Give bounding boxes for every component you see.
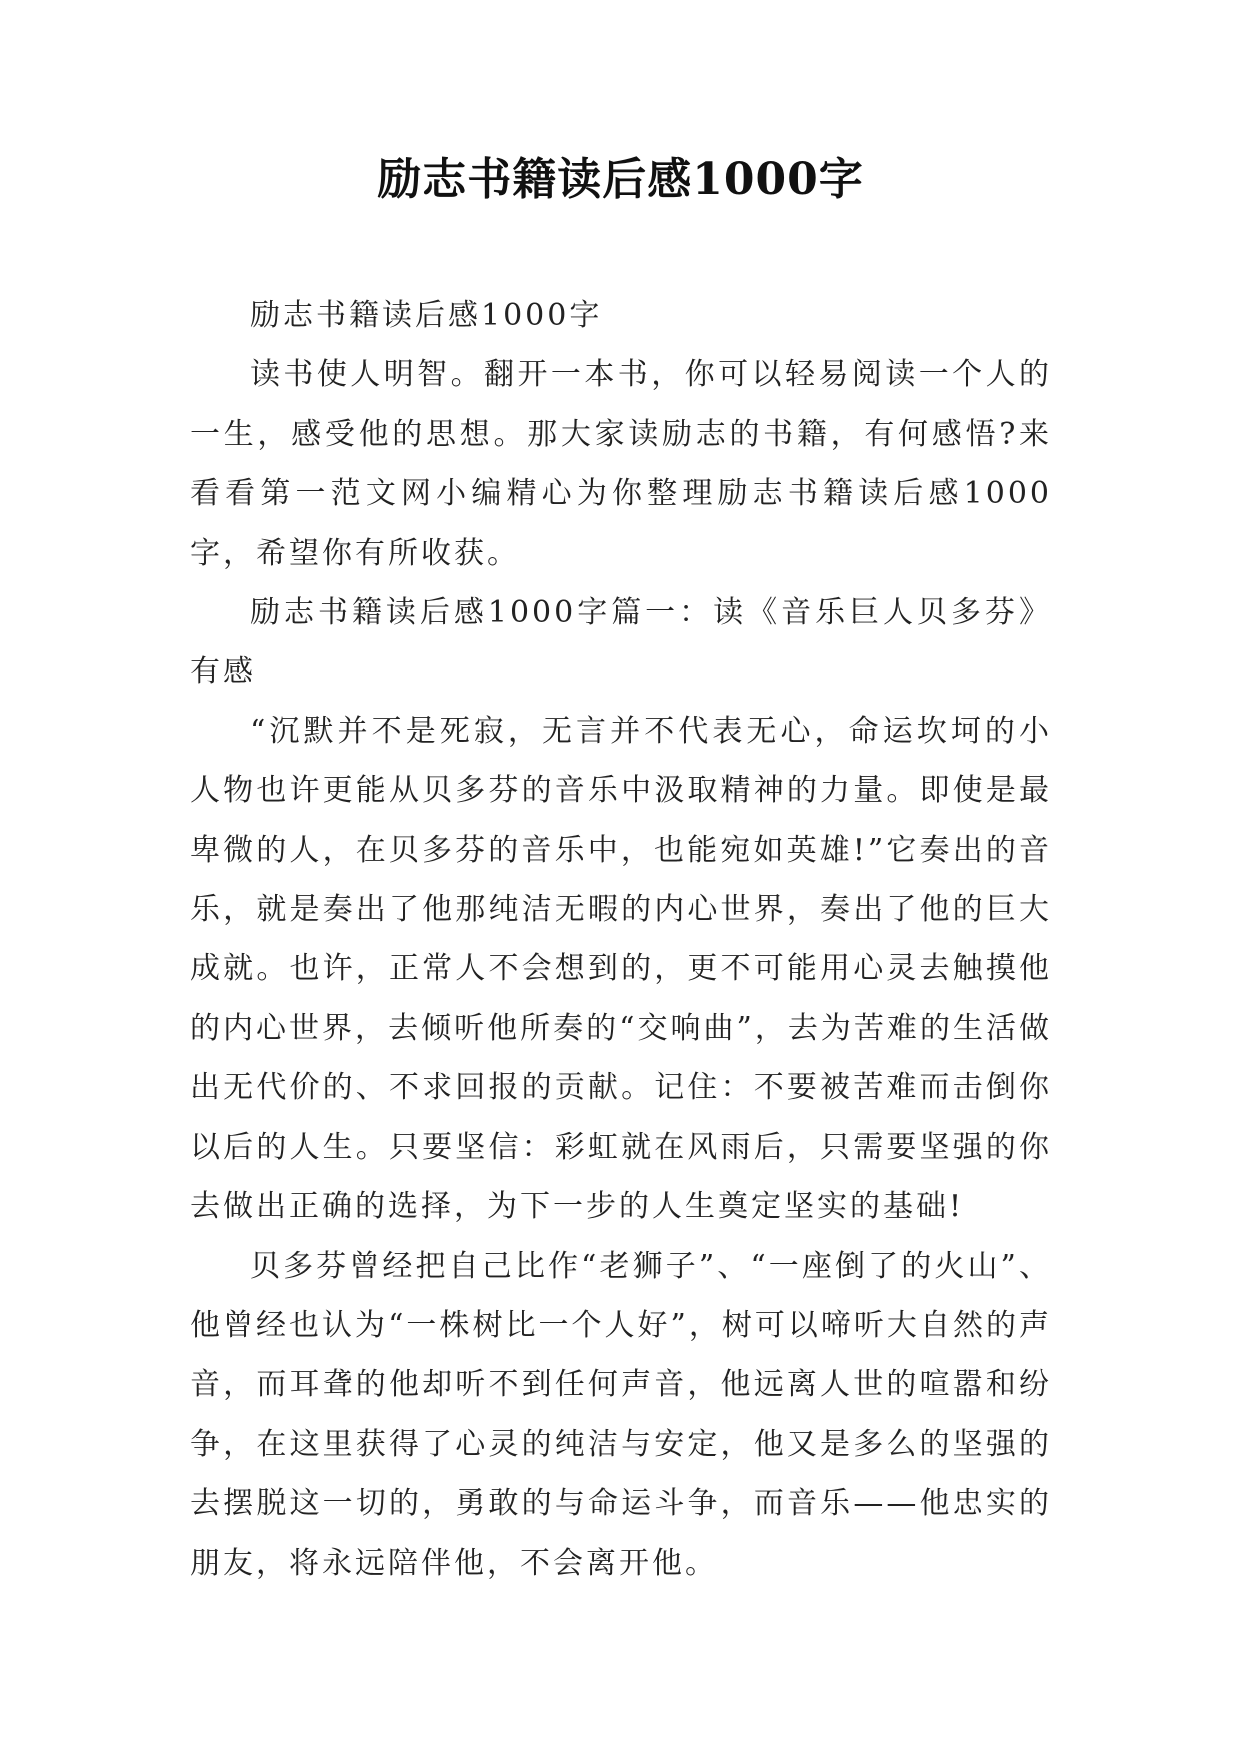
document-title: 励志书籍读后感1000字 [377, 154, 864, 205]
document-body [190, 286, 1052, 1593]
paragraph-heading: 励志书籍读后感1000字 [250, 298, 603, 333]
paragraph-body-2: 贝多芬曾经把自己比作“老狮子”、“一座倒了的火山”、他曾经也认为“一株树比一个人好”，树可以啼听大自然的声音，而耳聋的他却听不到任何声音，他远离人世的喧嚣和纷争，在这里获得了心灵的纯洁与安定，他又是多么的坚强的去摆脱这一切的，勇敢的与命运斗争，而音乐——他忠实的朋友，将永远陪伴他，不会离开他。 [190, 1248, 1052, 1581]
paragraph-body-1: “沉默并不是死寂，无言并不代表无心，命运坎坷的小人物也许更能从贝多芬的音乐中汲取精神的力量。即使是最卑微的人，在贝多芬的音乐中，也能宛如英雄!”它奏出的音乐，就是奏出了他那纯洁无暇的内心世界，奏出了他的巨大成就。也许，正常人不会想到的，更不可能用心灵去触摸他的内心世界，去倾听他所奏的“交响曲”，去为苦难的生活做出无代价的、不求回报的贡献。记住：不要被苦难而击倒你以后的人生。只要坚信：彩虹就在风雨后，只需要坚强的你去做出正确的选择，为下一步的人生奠定坚实的基础! [190, 713, 1052, 1225]
paragraph-section-title: 励志书籍读后感1000字篇一：读《音乐巨人贝多芬》有感 [190, 595, 1052, 690]
paragraph-intro: 读书使人明智。翻开一本书，你可以轻易阅读一个人的一生，感受他的思想。那大家读励志的书籍，有何感悟?来看看第一范文网小编精心为你整理励志书籍读后感1000字，希望你有所收获。 [190, 357, 1052, 571]
